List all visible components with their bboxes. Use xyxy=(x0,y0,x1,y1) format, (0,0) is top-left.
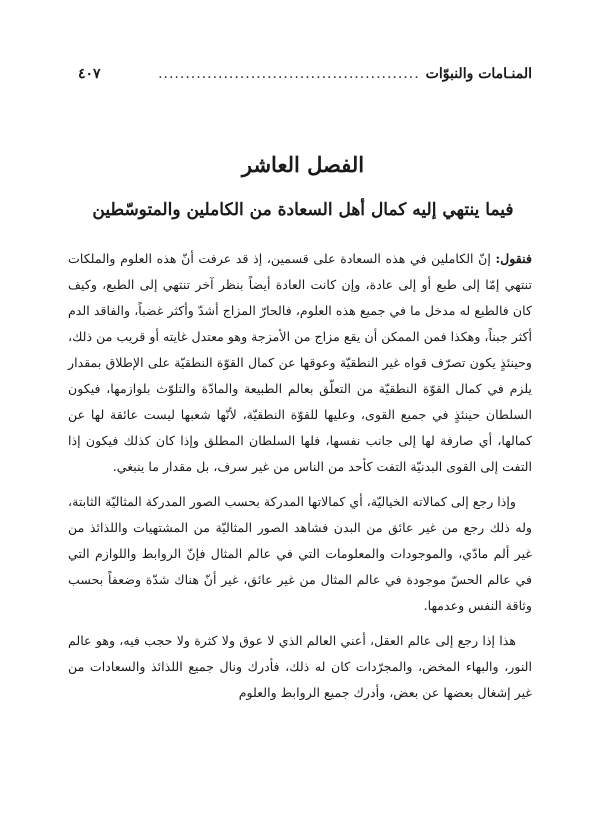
body-text xyxy=(68,246,532,715)
running-title: المنـامات والنبوّات xyxy=(425,66,532,82)
lead-word: فنقول: xyxy=(495,251,532,266)
paragraph-2: وإذا رجع إلى كمالاته الخياليّة، أي كمالاتها المدركة بحسب الصور المدركة المثاليّة الثابتة، وله ذلك رجع من غير عائق من البدن فشاهد الصور المثاليّة من المشتهيات واللذائذ من غير ألم مادّي، والموجودات والمعلومات التي في عالم المثال فإنّ الروابط واللوازم التي في عالم الحسّ موجودة في عالم المثال من غير عائق، غير أنّ هناك شدّة وضعفاً بحسب وثاقة النفس وعدمها. xyxy=(68,494,532,613)
page-number: ٤٠٧ xyxy=(78,66,101,82)
chapter-title: الفصل العاشر xyxy=(241,152,365,177)
running-header xyxy=(78,66,532,82)
leader-dots: ................................................ xyxy=(158,66,420,82)
paragraph-3: هذا إذا رجع إلى عالم العقل، أعني العالم الذي لا عوق ولا كثرة ولا حجب فيه، وهو عالم النور، والبهاء المخض، والمجرّدات كان له ذلك، فأدرك ونال جميع اللذائذ والسعادات من غير إشغال بعضها عن بعض، وأدرك جميع الروابط والعلوم xyxy=(68,633,532,700)
paragraph-1-text: إنّ الكاملين في هذه السعادة على قسمين، إذ قد عرفت أنّ هذه العلوم والملكات تنتهي إمّا إلى طبع أو إلى عادة، وإن كانت العادة أيضاً بنظر آخر تنتهي إلى الطبع، وكيف كان فالطبع له مدخل ما في جميع هذه العلوم، فالحارّ المزاج أشدّ وأكثر غضباً، والفاقد الدم أكثر جبناً، وهكذا فمن الممكن أن يقع مزاج من الأمزجة وهو معتدل غايته أو قريب من ذلك، وحينئذٍ يكون تصرّف قواه غير النطقيّة وعوقها عن كمال القوّة النطقيّة على الإطلاق بمقدار يلزم في كمال القوّة النطقيّة من التعلّق بعالم الطبيعة والمادّة والتلوّث بلوازمها، فيكون السلطان حينئذٍ في جميع القوى، وعليها للقوّة النطقيّة، لأنّها شعبها ليست عائقة لها عن كمالها، أي صارفة لها إلى جانب نفسها، فلها السلطان المطلق وإذا كان كذلك فيكون إذا التفت إلى القوى البدنيّة التفت كأحد من الناس من غير سرف، بل مقدار ما ينبغي. xyxy=(68,251,532,474)
paragraph-1 xyxy=(68,246,532,480)
chapter-subtitle: فيما ينتهي إليه كمال أهل السعادة من الكاملين والمتوسّطين xyxy=(92,200,514,220)
